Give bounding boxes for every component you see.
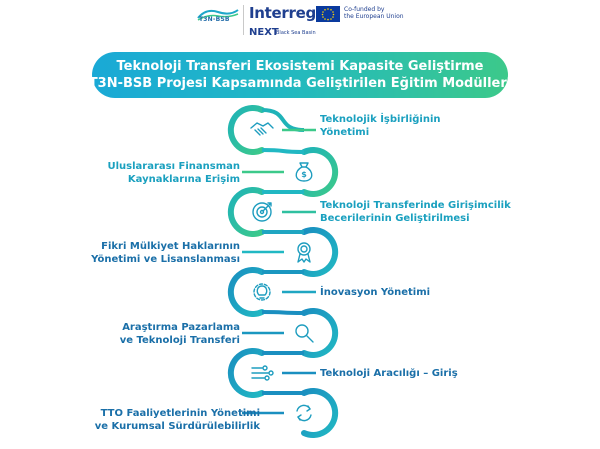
module-8-line1: TTO Faaliyetlerinin Yönetimi: [100, 408, 260, 419]
module-6-label: [120, 321, 240, 347]
module-6-line1: Araştırma Pazarlama: [122, 322, 240, 333]
title-line1: Teknoloji Transferi Ekosistemi Kapasite Geliştirme: [116, 59, 484, 74]
search-icon: [296, 325, 313, 342]
module-4-label: [91, 240, 240, 266]
module-1-label: [320, 113, 441, 139]
arc-1: [231, 108, 262, 152]
cofunded-line2: the European Union: [344, 13, 404, 20]
svg-text:$: $: [301, 170, 307, 179]
black-sea-basin-text: Black Sea Basin: [276, 30, 316, 36]
module-8-line2: ve Kurumsal Sürdürülebilirlik: [94, 421, 260, 432]
next-logo: NEXT: [249, 27, 279, 38]
innovation-icon: [254, 284, 270, 300]
module-1-line2: Yönetimi: [320, 127, 370, 138]
module-3-line2: Becerilerinin Geliştirilmesi: [320, 213, 470, 224]
cofunded-line1: Co-funded by: [344, 6, 385, 13]
module-2-label: [108, 160, 241, 186]
t3n-logo-text: T3N-BSB: [199, 16, 230, 23]
interreg-logo: Interreg: [249, 4, 316, 22]
cycle-icon: [297, 405, 311, 420]
module-4-line1: Fikri Mülkiyet Haklarının: [101, 241, 240, 252]
module-1-line1: Teknolojik İşbirliğinin: [320, 114, 441, 125]
module-2-line1: Uluslararası Finansman: [107, 161, 240, 172]
award-icon: [298, 243, 310, 262]
circuit-icon: [252, 366, 273, 380]
module-7-label: [320, 367, 458, 380]
module-4-line2: Yönetimi ve Lisanslanması: [91, 254, 240, 265]
arc-8: [304, 391, 335, 435]
module-7-line1: Teknoloji Aracılığı – Giriş: [320, 368, 458, 379]
handshake-icon: [251, 123, 273, 135]
module-6-line2: ve Teknoloji Transferi: [119, 335, 240, 346]
module-5-line1: İnovasyon Yönetimi: [320, 287, 431, 298]
module-3-line1: Teknoloji Transferinde Girişimcilik: [320, 200, 511, 211]
title-line2: T3N-BSB Projesi Kapsamında Geliştirilen Eğitim Modülleri: [88, 76, 512, 91]
arc-2: [304, 150, 335, 194]
money-bag-icon: [296, 163, 312, 181]
target-icon: [253, 203, 271, 221]
module-5-label: [320, 286, 430, 299]
module-2-line2: Kaynaklarına Erişim: [127, 174, 240, 185]
module-3-label: [320, 199, 511, 225]
arc-6: [304, 311, 335, 355]
module-8-label: [95, 407, 260, 433]
